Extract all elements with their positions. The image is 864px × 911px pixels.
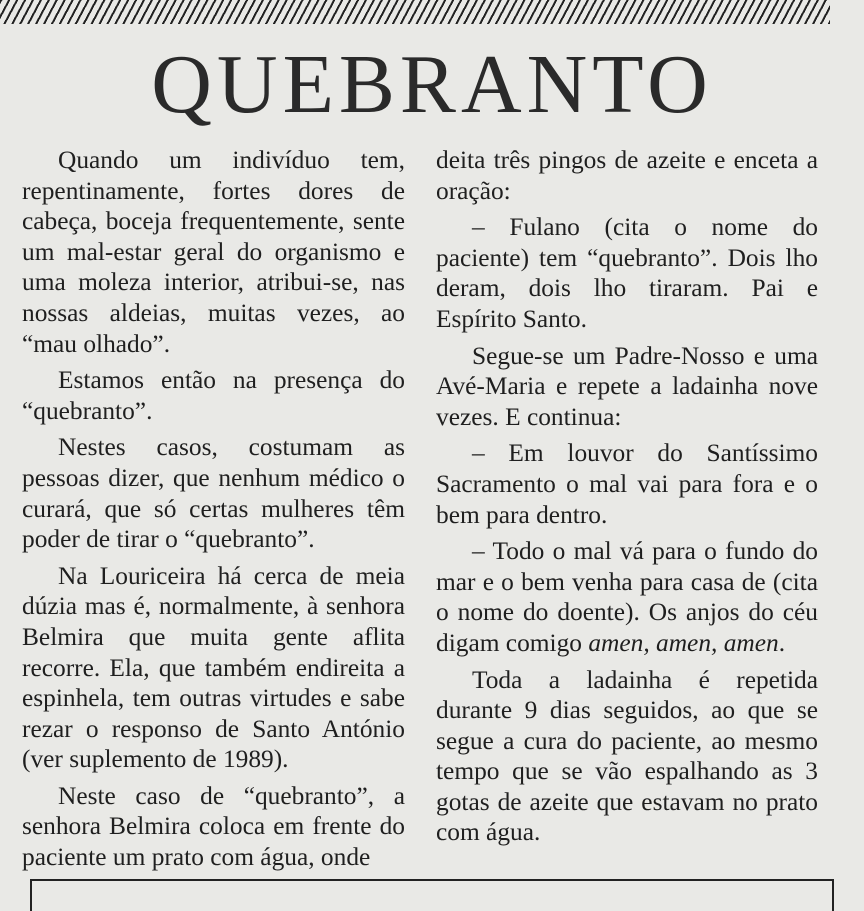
paragraph: Nestes casos, costumam as pessoas dizer, que nenhum médico o curará, que só certas mulheres têm poder de tirar o “quebranto”. [22,433,405,554]
paragraph-end: . [778,628,786,657]
paragraph: – Em louvor do Santíssimo Sacramento o mal vai para fora e o bem para dentro. [436,439,818,529]
paragraph: Estamos então na presença do “quebranto”. [22,366,405,425]
left-column [22,145,405,879]
paragraph: Na Louriceira há cerca de meia dúzia mas é, normalmente, à senhora Belmira que muita gente aflita recorre. Ela, que também endireita a espinhela, tem outras virtudes e sabe rezar o responso de Santo António (ver suplemento de 1989). [22,561,405,774]
paragraph: – Fulano (cita o nome do paciente) tem “quebranto”. Dois lho deram, dois lho tiraram. Pai e Espírito Santo. [436,213,818,333]
paragraph-text: – Todo o mal vá para o fundo do mar e o bem venha para casa de (cita o nome do doente). Os anjos do céu digam comigo [436,537,818,657]
paragraph: Toda a ladainha é repetida durante 9 dias seguidos, ao que se segue a cura do paciente, ao mesmo tempo que se vão espalhando as 3 gotas de azeite que estavam no prato com água. [436,665,818,847]
right-column [436,145,818,854]
paragraph [436,536,818,658]
paragraph: Segue-se um Padre-Nosso e uma Avé-Maria e repete a ladainha nove vezes. E continua: [436,341,818,431]
italic-amen: amen, amen, amen [588,628,779,657]
paragraph: Neste caso de “quebranto”, a senhora Belmira coloca em frente do paciente um prato com água, onde [22,781,405,872]
article-title: QUEBRANTO [151,38,713,131]
decorative-hatch-border [0,0,830,24]
paragraph: deita três pingos de azeite e enceta a oração: [436,146,818,205]
bottom-box-border [30,879,834,911]
paragraph: Quando um indivíduo tem, repentinamente, fortes dores de cabeça, boceja frequentemente, sente um mal-estar geral do organismo e uma moleza interior, atribui-se, nas nossas aldeias, muitas vezes, ao “mau olhado”. [22,146,405,358]
